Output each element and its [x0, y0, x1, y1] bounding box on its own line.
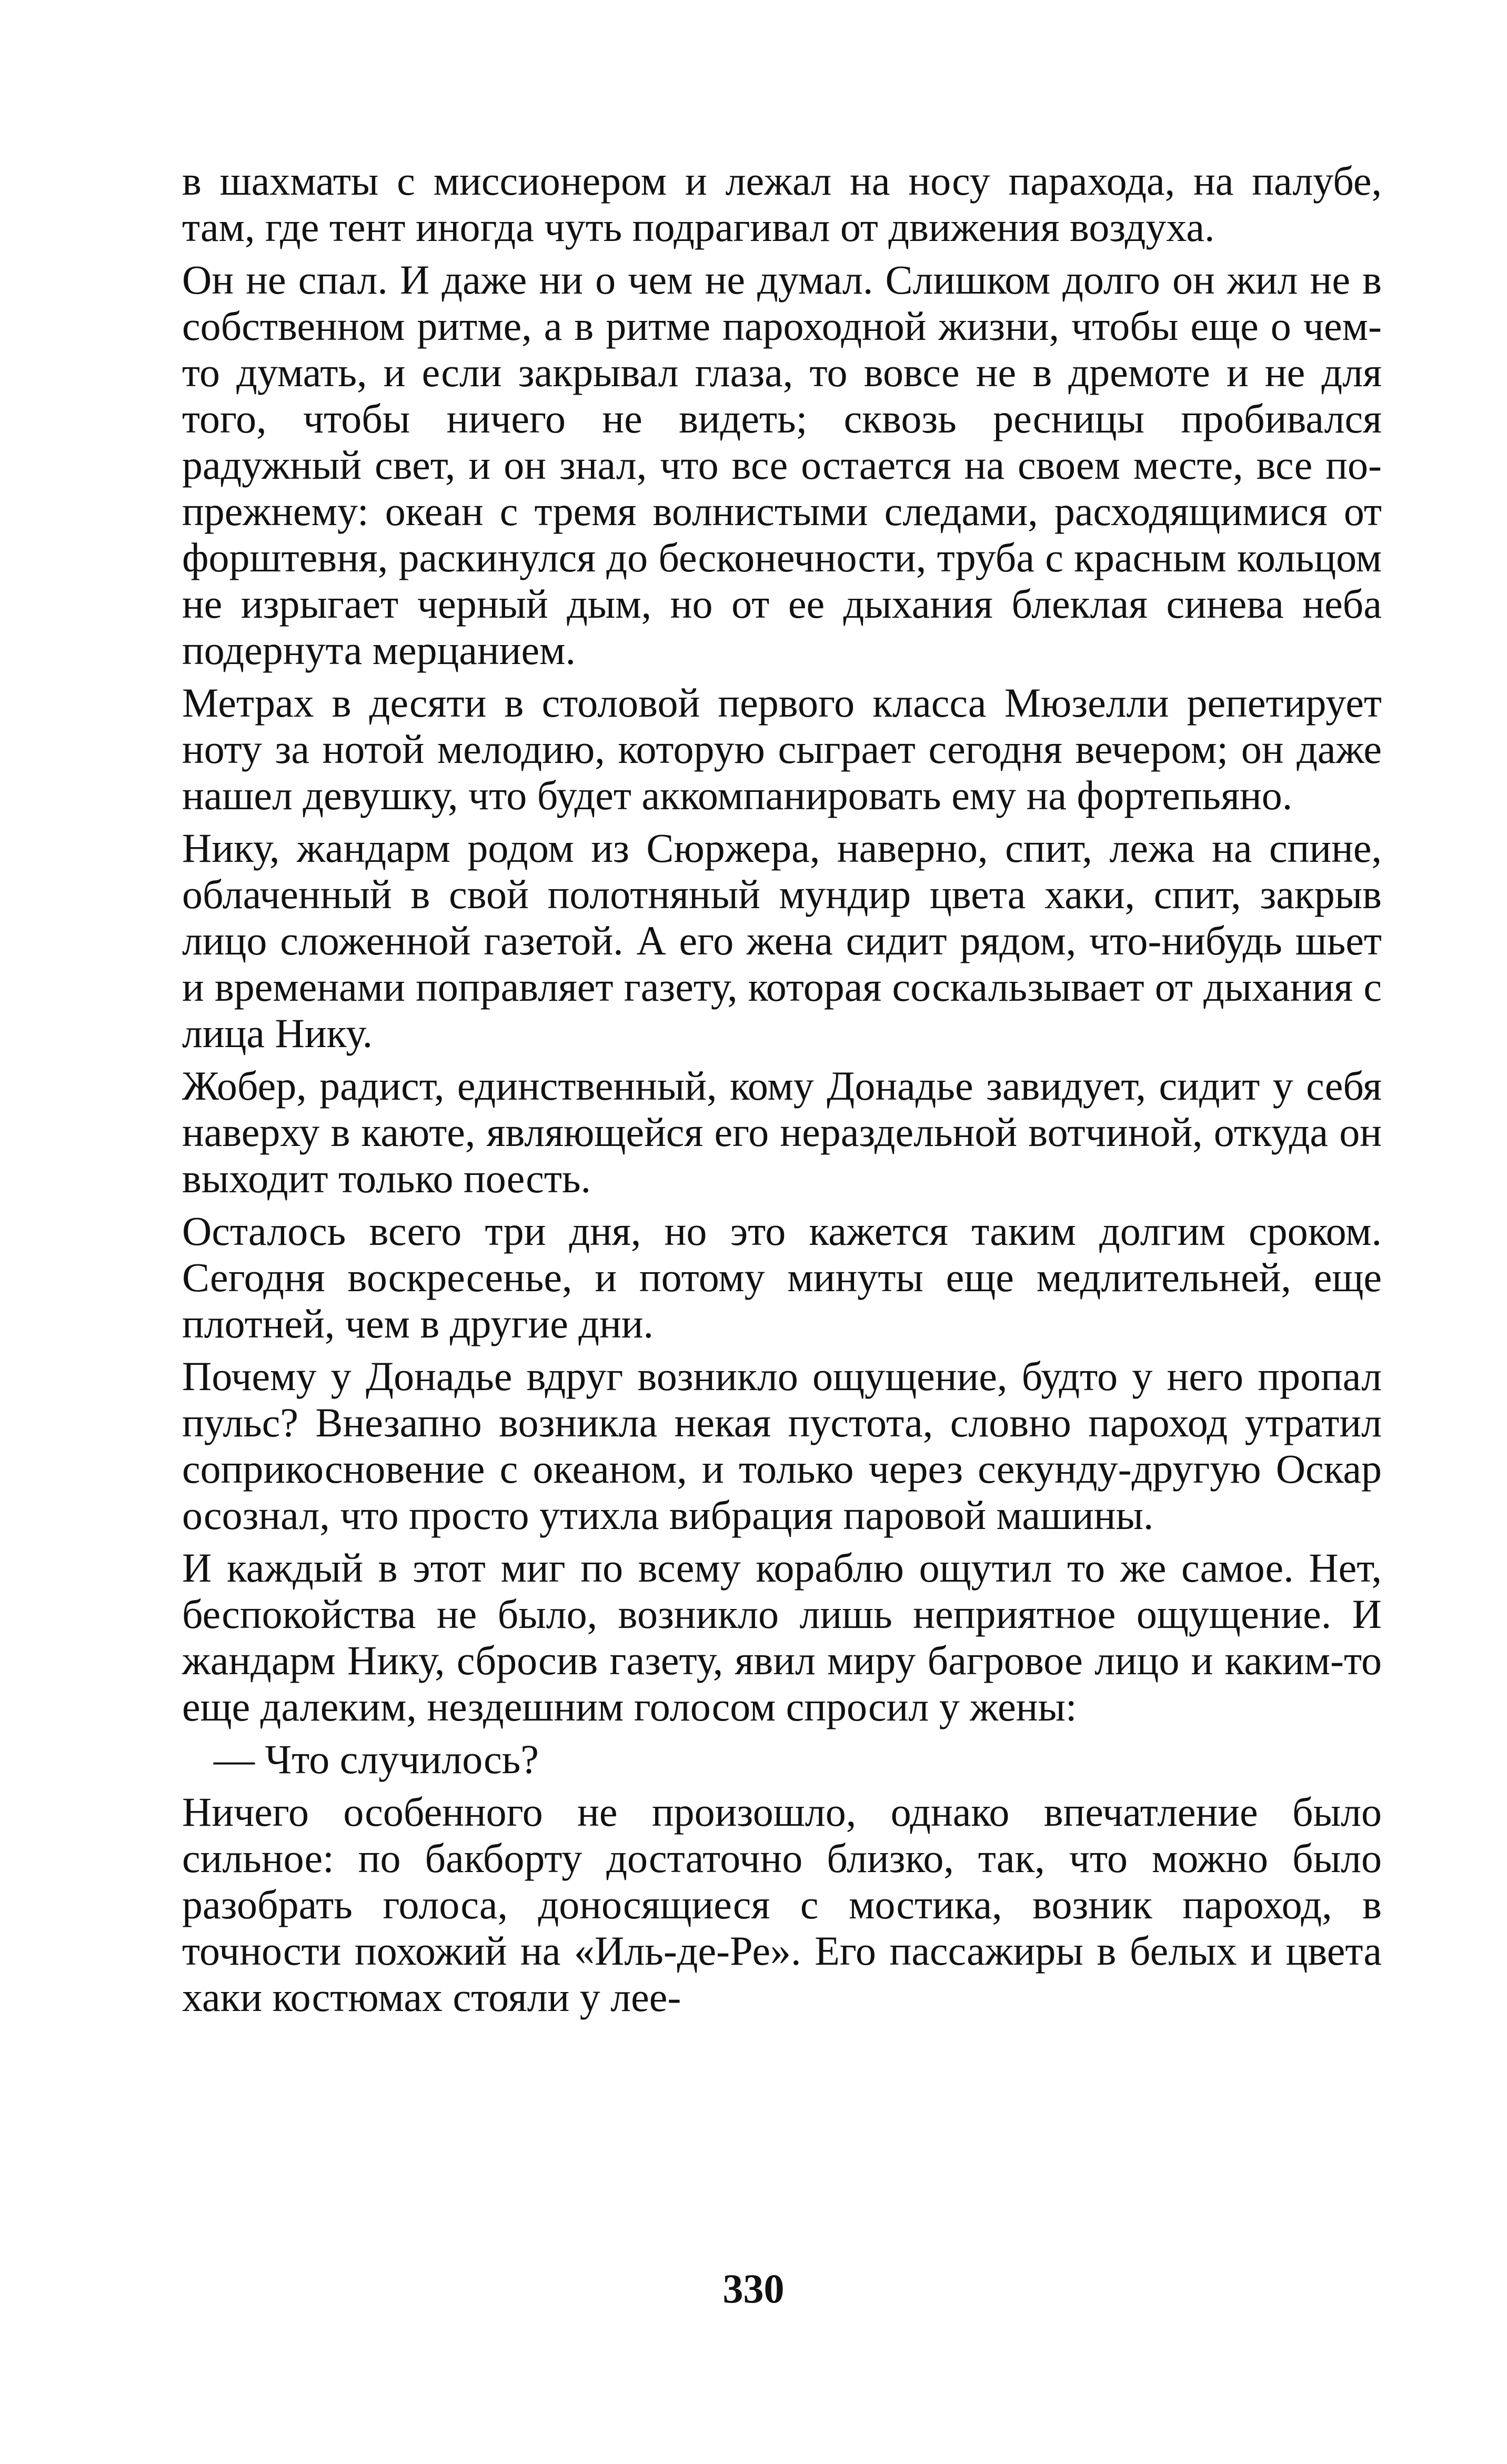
paragraph-5: Жобер, радист, единственный, кому Донадье завидует, сидит у себя наверху в каюте, являющейся его нераздельной вотчиной, откуда он выходит только поесть. [182, 1063, 1382, 1201]
paragraph-3: Метрах в десяти в столовой первого класса Мюзелли репетирует ноту за нотой мелодию, которую сыграет сегодня вечером; он даже нашел девушку, что будет аккомпанировать ему на фортепьяно. [182, 680, 1382, 818]
paragraph-2: Он не спал. И даже ни о чем не думал. Слишком долго он жил не в собственном ритме, а в ритме пароходной жизни, чтобы еще о чем-то думать, и если закрывал глаза, то вовсе не в дремоте и не для того, чтобы ничего не видеть; сквозь ресницы пробивался радужный свет, и он знал, что все остается на своем месте, все по-прежнему: океан с тремя волнистыми следами, расходящимися от форштевня, раскинулся до бесконечности, труба с красным кольцом не изрыгает черный дым, но от ее дыхания блеклая синева неба подернута мерцанием. [182, 257, 1382, 673]
paragraph-4: Нику, жандарм родом из Сюржера, наверно, спит, лежа на спине, облаченный в свой полотняный мундир цвета хаки, спит, закрыв лицо сложенной газетой. А его жена сидит рядом, что-нибудь шьет и временами поправляет газету, которая соскальзывает от дыхания с лица Нику. [182, 825, 1382, 1056]
page-number: 330 [722, 2266, 785, 2311]
paragraph-1: в шахматы с миссионером и лежал на носу парахода, на палубе, там, где тент иногда чуть подрагивал от движения воздуха. [182, 158, 1382, 250]
paragraph-10: Ничего особенного не произошло, однако впечатление было сильное: по бакборту достаточно близко, так, что можно было разобрать голоса, доносящиеся с мостика, возник пароход, в точности похожий на «Иль-де-Ре». Его пассажиры в белых и цвета хаки костюмах стояли у лее- [182, 1789, 1382, 2020]
paragraph-6: Осталось всего три дня, но это кажется таким долгим сроком. Сегодня воскресенье, и потому минуты еще медлительней, еще плотней, чем в другие дни. [182, 1208, 1382, 1346]
dialogue-line: — Что случилось? [214, 1736, 539, 1782]
paragraph-8: И каждый в этот миг по всему кораблю ощутил то же самое. Нет, беспокойства не было, возникло лишь неприятное ощущение. И жандарм Нику, сбросив газету, явил миру багровое лицо и каким-то еще далеким, нездешним голосом спросил у жены: [182, 1545, 1382, 1729]
paragraph-7: Почему у Донадье вдруг возникло ощущение, будто у него пропал пульс? Внезапно возникла некая пустота, словно пароход утратил соприкосновение с океаном, и только через секунду-другую Оскар осознал, что просто утихла вибрация паровой машины. [182, 1353, 1382, 1538]
body-text [182, 158, 1382, 2027]
